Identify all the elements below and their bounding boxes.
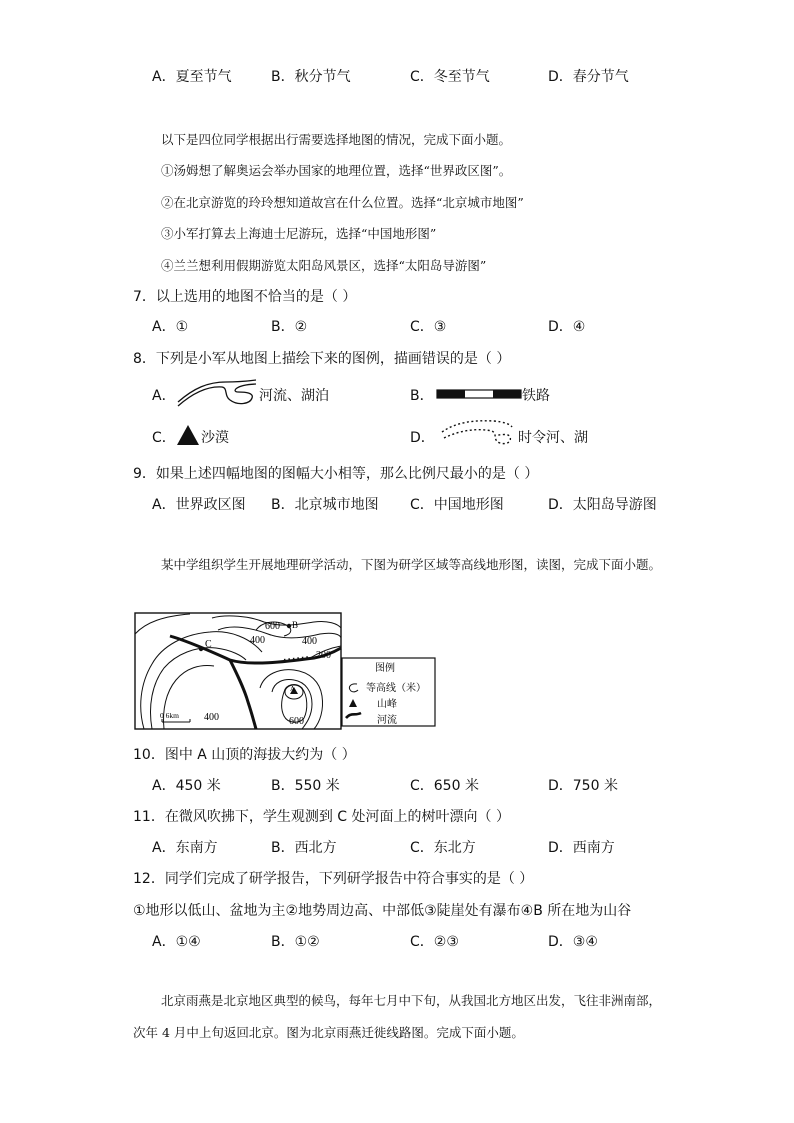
contour-label-200: 200 — [316, 650, 331, 661]
river-lake-legend-icon — [176, 376, 258, 410]
contour-label-400-b: 400 — [302, 636, 317, 647]
q7-option-d: D．④ — [548, 319, 586, 335]
contour-label-400-a: 400 — [250, 635, 265, 646]
q12-option-c: C．②③ — [410, 934, 459, 950]
q7-option-c: C．③ — [410, 319, 447, 335]
desert-triangle-icon — [176, 424, 200, 446]
q8-option-c-label: 沙漠 — [201, 430, 229, 446]
q8-option-a-letter: A． — [152, 388, 176, 404]
q9-option-a: A．世界政区图 — [152, 497, 246, 513]
legend-river-label: 河流 — [377, 715, 397, 726]
contour-label-600-bottom: 600 — [289, 716, 304, 727]
q11-option-b: B．西北方 — [271, 840, 337, 856]
contour-label-600-top: 600 — [265, 621, 280, 632]
q10-option-d: D．750 米 — [548, 778, 618, 794]
contour-label-400-bottom: 400 — [204, 712, 219, 723]
q12-option-b: B．①② — [271, 934, 320, 950]
q9-option-c: C．中国地形图 — [410, 497, 504, 513]
legend-contour-label: 等高线（米） — [366, 683, 426, 694]
q8-stem: 8．下列是小军从地图上描绘下来的图例，描画错误的是（ ） — [133, 351, 511, 367]
railway-legend-icon — [436, 388, 522, 400]
intro-maps-item-1: ①汤姆想了解奥运会举办国家的地理位置，选择“世界政区图”。 — [161, 163, 512, 178]
q8-option-b-label: 铁路 — [522, 388, 550, 404]
q10-stem: 10．图中 A 山顶的海拔大约为（ ） — [133, 747, 356, 763]
q10-option-b: B．550 米 — [271, 778, 340, 794]
contour-map — [134, 612, 342, 730]
map-legend — [341, 657, 436, 727]
q12-statements: ①地形以低山、盆地为主②地势周边高、中部低③陡崖处有瀑布④B 所在地为山谷 — [133, 903, 632, 919]
q8-option-d-letter: D． — [410, 430, 435, 446]
q9-option-d: D．太阳岛导游图 — [548, 497, 657, 513]
q9-stem: 9．如果上述四幅地图的图幅大小相等，那么比例尺最小的是（ ） — [133, 466, 539, 482]
legend-peak-label: 山峰 — [377, 699, 397, 710]
point-b-label: B — [292, 620, 299, 630]
intro-maps-text: 以下是四位同学根据出行需要选择地图的情况，完成下面小题。 — [161, 132, 512, 147]
q7-option-a: A．① — [152, 319, 189, 335]
q6-option-d: D．春分节气 — [548, 69, 629, 85]
q11-stem: 11．在微风吹拂下，学生观测到 C 处河面上的树叶漂向（ ） — [133, 809, 510, 825]
q9-option-b: B．北京城市地图 — [271, 497, 379, 513]
point-c-label: C — [205, 639, 212, 650]
intro-maps-item-3: ③小军打算去上海迪士尼游玩，选择“中国地形图” — [161, 226, 437, 241]
q10-option-a: A．450 米 — [152, 778, 221, 794]
q10-option-c: C．650 米 — [410, 778, 479, 794]
intro-study-text: 某中学组织学生开展地理研学活动，下图为研学区域等高线地形图，读图，完成下面小题。 — [161, 557, 662, 572]
scale-label: 0 6km — [160, 711, 179, 720]
q12-option-a: A．①④ — [152, 934, 201, 950]
q7-stem: 7．以上选用的地图不恰当的是（ ） — [133, 289, 357, 305]
q8-option-a-label: 河流、湖泊 — [259, 388, 329, 404]
q6-option-b: B．秋分节气 — [271, 69, 351, 85]
intro-swift-text: 北京雨燕是北京地区典型的候鸟，每年七月中下旬，从我国北方地区出发，飞往非洲南部，次年 4 月中上旬返回北京。图为北京雨燕迁徙线路图。完成下面小题。 — [133, 993, 662, 1040]
q8-option-d-label: 时令河、湖 — [518, 430, 588, 446]
q11-option-d: D．西南方 — [548, 840, 615, 856]
q11-option-a: A．东南方 — [152, 840, 218, 856]
q7-option-b: B．② — [271, 319, 308, 335]
q8-option-b-letter: B． — [410, 388, 434, 404]
point-a-label: A — [290, 685, 296, 693]
q11-option-c: C．东北方 — [410, 840, 476, 856]
q6-option-c: C．冬至节气 — [410, 69, 490, 85]
intro-maps-item-2: ②在北京游览的玲玲想知道故宫在什么位置。选择“北京城市地图” — [161, 195, 524, 210]
q6-option-a: A．夏至节气 — [152, 69, 232, 85]
q8-option-c-letter: C． — [152, 430, 176, 446]
q12-stem: 12．同学们完成了研学报告，下列研学报告中符合事实的是（ ） — [133, 871, 534, 887]
seasonal-river-lake-legend-icon — [440, 418, 514, 448]
q12-option-d: D．③④ — [548, 934, 598, 950]
legend-title: 图例 — [375, 663, 395, 674]
intro-maps-item-4: ④兰兰想利用假期游览太阳岛风景区，选择“太阳岛导游图” — [161, 258, 487, 273]
